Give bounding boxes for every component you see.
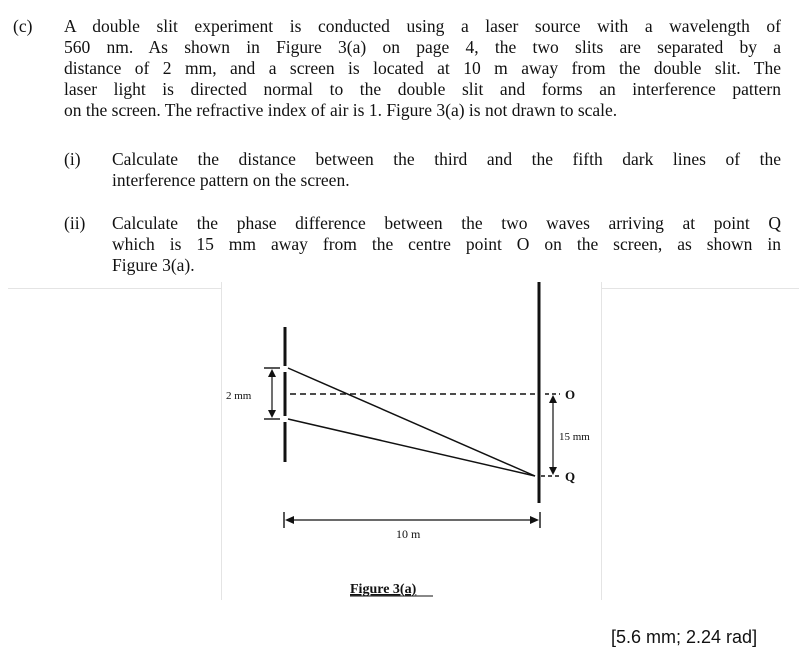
part-i-line: interference pattern on the screen. <box>112 170 350 190</box>
distance-dim-arrow-right <box>530 516 539 524</box>
slit-dim-arrow-down <box>268 410 276 418</box>
question-line: A double slit experiment is conducted using a laser source with a wavelength of <box>64 16 781 36</box>
part-i-line: Calculate the distance between the third and the fifth dark lines of the <box>112 149 781 169</box>
offset-dim-arrow-up <box>549 395 557 403</box>
distance-label: 10 m <box>396 527 421 541</box>
point-q-label: Q <box>565 469 576 484</box>
distance-dim-arrow-left <box>285 516 294 524</box>
part-ii-label: (ii) <box>64 213 86 233</box>
question-line: laser light is directed normal to the double slit and forms an interference pattern <box>64 79 781 99</box>
part-ii-line: Figure 3(a). <box>112 255 195 275</box>
question-label: (c) <box>13 16 33 36</box>
question-line: on the screen. The refractive index of air is 1. Figure 3(a) is not drawn to scale. <box>64 100 618 120</box>
point-o-label: O <box>565 387 576 402</box>
ray-from-bottom-slit <box>288 419 535 476</box>
offset-dim-arrow-down <box>549 467 557 475</box>
answer-text: [5.6 mm; 2.24 rad] <box>611 627 758 647</box>
part-ii-line: Calculate the phase difference between the two waves arriving at point Q <box>112 213 781 233</box>
question-line: distance of 2 mm, and a screen is located at 10 m away from the double slit. The <box>64 58 781 78</box>
ray-from-top-slit <box>288 368 535 476</box>
part-i-label: (i) <box>64 149 81 169</box>
offset-label: 15 mm <box>559 431 590 443</box>
part-ii-line: which is 15 mm away from the centre point O on the screen, as shown in <box>112 234 781 254</box>
figure-caption: Figure 3(a) <box>350 582 417 597</box>
slit-dim-arrow-up <box>268 369 276 377</box>
slit-separation-label: 2 mm <box>226 390 252 402</box>
question-line: 560 nm. As shown in Figure 3(a) on page 4, the two slits are separated by a <box>64 37 781 57</box>
